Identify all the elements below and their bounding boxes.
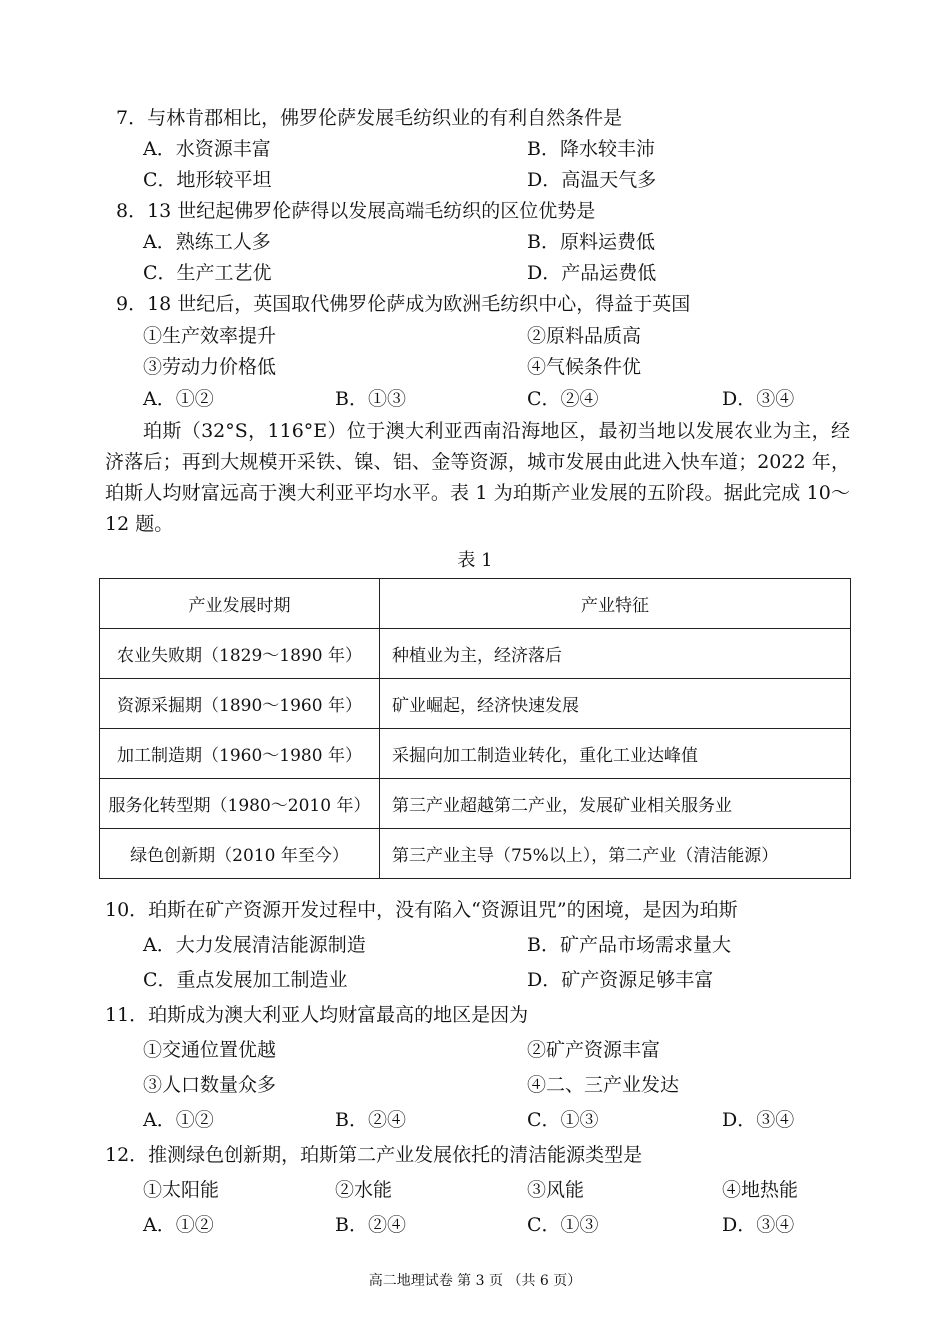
q12-item-4: ④地热能	[722, 1179, 799, 1201]
feature-cell: 第三产业主导（75%以上），第二产业（清洁能源）	[380, 829, 851, 879]
q10-option-b: B．矿产品市场需求量大	[527, 934, 731, 956]
table-caption: 表 1	[457, 550, 493, 571]
q11-option-d: D．③④	[722, 1109, 795, 1131]
period-cell: 加工制造期（1960～1980 年）	[100, 729, 380, 779]
table-row	[100, 729, 851, 779]
table-row	[100, 679, 851, 729]
period-cell: 农业失败期（1829～1890 年）	[100, 629, 380, 679]
header-feature: 产业特征	[380, 579, 851, 629]
table-row	[100, 829, 851, 879]
question-8-stem: 8．13 世纪起佛罗伦萨得以发展高端毛纺织的区位优势是	[116, 200, 596, 222]
q8-option-d: D．产品运费低	[527, 262, 657, 284]
q12-option-d: D．③④	[722, 1214, 795, 1236]
feature-cell: 种植业为主，经济落后	[380, 629, 851, 679]
q12-option-a: A．①②	[143, 1214, 214, 1236]
q9-option-d: D．③④	[722, 388, 795, 410]
q11-item-2: ②矿产资源丰富	[527, 1039, 661, 1061]
question-10-stem: 10．珀斯在矿产资源开发过程中，没有陷入“资源诅咒”的困境，是因为珀斯	[105, 899, 738, 921]
q9-option-c: C．②④	[527, 388, 599, 410]
table-header-row	[100, 579, 851, 629]
table-row	[100, 779, 851, 829]
q7-option-b: B．降水较丰沛	[527, 138, 655, 160]
q7-option-d: D．高温天气多	[527, 169, 657, 191]
period-cell: 绿色创新期（2010 年至今）	[100, 829, 380, 879]
q9-option-b: B．①③	[335, 388, 406, 410]
feature-cell: 第三产业超越第二产业，发展矿业相关服务业	[380, 779, 851, 829]
table-row	[100, 629, 851, 679]
q9-item-1: ①生产效率提升	[143, 325, 277, 347]
q12-option-c: C．①③	[527, 1214, 599, 1236]
q7-option-a: A．水资源丰富	[143, 138, 271, 160]
q8-option-c: C．生产工艺优	[143, 262, 272, 284]
q12-item-1: ①太阳能	[143, 1179, 220, 1201]
feature-cell: 矿业崛起，经济快速发展	[380, 679, 851, 729]
q9-item-4: ④气候条件优	[527, 356, 642, 378]
question-9-stem: 9．18 世纪后，英国取代佛罗伦萨成为欧洲毛纺织中心，得益于英国	[116, 293, 691, 315]
question-7-stem: 7．与林肯郡相比，佛罗伦萨发展毛纺织业的有利自然条件是	[116, 107, 623, 129]
q10-option-c: C．重点发展加工制造业	[143, 969, 348, 991]
q11-option-a: A．①②	[143, 1109, 214, 1131]
q11-item-1: ①交通位置优越	[143, 1039, 277, 1061]
q9-item-2: ②原料品质高	[527, 325, 642, 347]
q7-option-c: C．地形较平坦	[143, 169, 272, 191]
q11-option-b: B．②④	[335, 1109, 406, 1131]
q11-option-c: C．①③	[527, 1109, 599, 1131]
q12-item-3: ③风能	[527, 1179, 585, 1201]
q9-item-3: ③劳动力价格低	[143, 356, 277, 378]
q9-option-a: A．①②	[143, 388, 214, 410]
industry-stage-table	[99, 578, 851, 879]
feature-cell: 采掘向加工制造业转化，重化工业达峰值	[380, 729, 851, 779]
period-cell: 服务化转型期（1980～2010 年）	[100, 779, 380, 829]
question-11-stem: 11．珀斯成为澳大利亚人均财富最高的地区是因为	[105, 1004, 529, 1026]
q10-option-a: A．大力发展清洁能源制造	[143, 934, 366, 956]
q11-item-3: ③人口数量众多	[143, 1074, 277, 1096]
q12-item-2: ②水能	[335, 1179, 393, 1201]
q8-option-b: B．原料运费低	[527, 231, 655, 253]
question-12-stem: 12．推测绿色创新期，珀斯第二产业发展依托的清洁能源类型是	[105, 1144, 643, 1166]
period-cell: 资源采掘期（1890～1960 年）	[100, 679, 380, 729]
header-period: 产业发展时期	[100, 579, 380, 629]
q8-option-a: A．熟练工人多	[143, 231, 271, 253]
q11-item-4: ④二、三产业发达	[527, 1074, 680, 1096]
perth-passage: 珀斯（32°S，116°E）位于澳大利亚西南沿海地区，最初当地以发展农业为主，经济落后；再到大规模开采铁、镍、铝、金等资源，城市发展由此进入快车道；2022 年，珀斯人均财富远高于澳大利亚平均水平。表 1 为珀斯产业发展的五阶段。据此完成 10～12 题。	[105, 420, 850, 535]
q10-option-d: D．矿产资源足够丰富	[527, 969, 714, 991]
page-footer: 高二地理试卷 第 3 页 （共 6 页）	[368, 1273, 582, 1289]
q12-option-b: B．②④	[335, 1214, 406, 1236]
